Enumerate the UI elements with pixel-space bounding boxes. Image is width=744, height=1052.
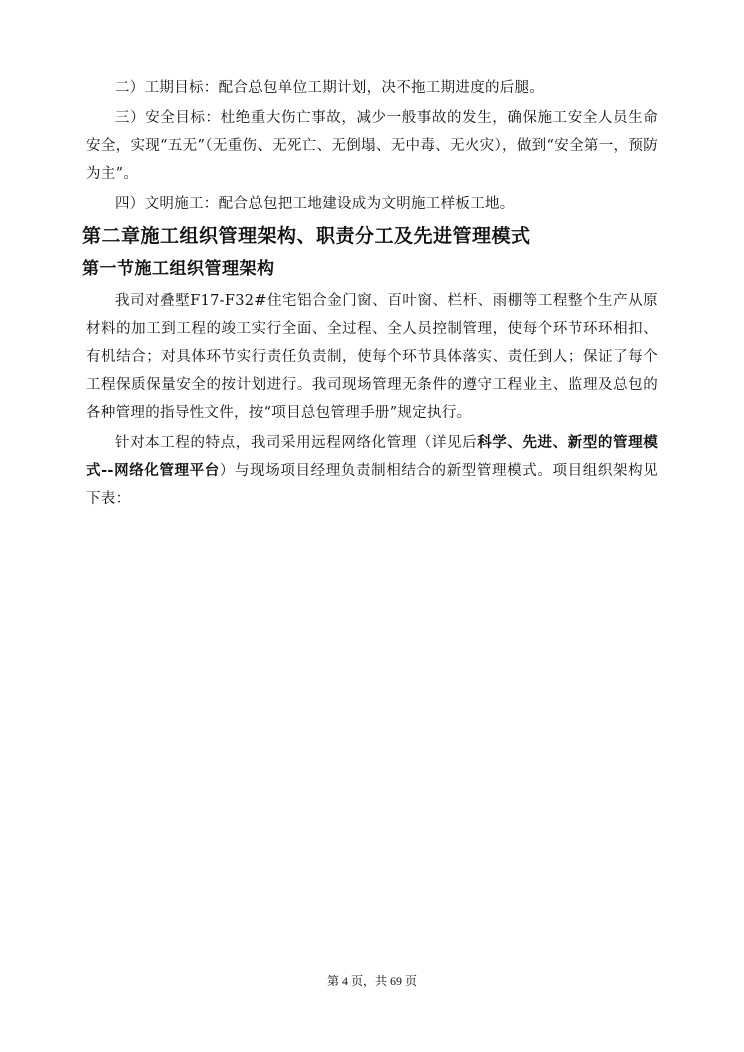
- section-title: 第一节施工组织管理架构: [82, 259, 275, 279]
- management-mode-text-1: 针对本工程的特点，我司采用远程网络化管理（详见后: [115, 435, 478, 451]
- management-mode-text-2: ）与现场项目经理负责制相结合的新型管理模式。项目组织架构见下表：: [86, 463, 658, 507]
- management-mode-paragraph: [86, 429, 658, 513]
- goal-civilized-paragraph: 四）文明施工：配合总包把工地建设成为文明施工样板工地。: [115, 196, 515, 212]
- chapter-title: 第二章施工组织管理架构、职责分工及先进管理模式: [82, 225, 531, 247]
- document-content: [82, 74, 658, 515]
- goal-safety-paragraph: 三）安全目标：杜绝重大伤亡事故，减少一般事故的发生，确保施工安全人员生命安全，实现“五无”（无重伤、无死亡、无倒塌、无中毒、无火灾），做到“安全第一，预防为主”。: [86, 110, 658, 182]
- management-body-paragraph: 我司对叠墅F17-F32#住宅铝合金门窗、百叶窗、栏杆、雨棚等工程整个生产从原材料的加工到工程的竣工实行全面、全过程、全人员控制管理，使每个环节环环相扣、有机结合；对具体环节实行责任负责制，使每个环节具体落实、责任到人；保证了每个工程保质保量安全的按计划进行。我司现场管理无条件的遵守工程业主、监理及总包的各种管理的指导性文件，按“项目总包管理手册”规定执行。: [86, 293, 658, 421]
- management-mode-bold-text: 科学、先进、新型的管理模式--网络化管理平台: [86, 435, 658, 479]
- page-footer: 第 4 页，共 69 页: [326, 974, 417, 988]
- goal-schedule-paragraph: 二）工期目标：配合总包单位工期计划，决不拖工期进度的后腿。: [115, 80, 545, 96]
